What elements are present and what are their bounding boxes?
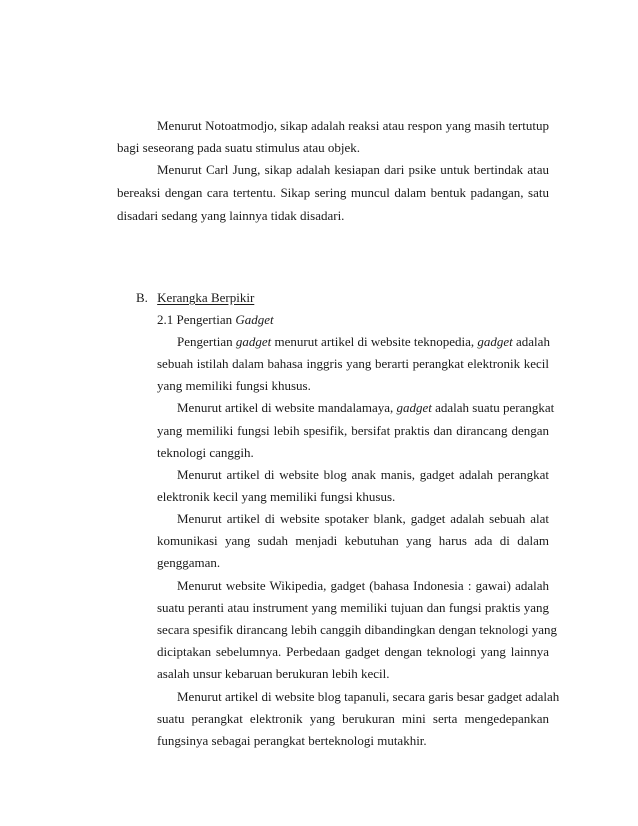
paragraph-tapanuli-line-1: Menurut artikel di website blog tapanuli, secara garis besar gadget adalah <box>177 689 560 704</box>
paragraph-spotaker-line-1: Menurut artikel di website spotaker blank, gadget adalah sebuah alat <box>177 511 549 526</box>
paragraph-mandalamaya-line-1 <box>177 400 555 416</box>
text-segment: Menurut artikel di website mandalamaya, <box>177 400 394 415</box>
paragraph-wikipedia-line-1: Menurut website Wikipedia, gadget (bahasa Indonesia : gawai) adalah <box>177 578 549 593</box>
paragraph-carl-jung-line-1: Menurut Carl Jung, sikap adalah kesiapan dari psike untuk bertindak atau <box>157 162 549 177</box>
text-segment: adalah <box>516 334 550 349</box>
paragraph-anak-manis-line-1: Menurut artikel di website blog anak manis, gadget adalah perangkat <box>177 467 549 482</box>
paragraph-carl-jung-line-3: disadari sedang yang lainnya tidak disadari. <box>117 208 345 223</box>
paragraph-wikipedia-line-2: suatu peranti atau instrument yang memiliki tujuan dan fungsi praktis yang <box>157 600 549 615</box>
paragraph-wikipedia-line-4: diciptakan sebelumnya. Perbedaan gadget dengan teknologi yang lainnya <box>157 644 549 659</box>
paragraph-teknopedia-line-2: sebuah istilah dalam bahasa inggris yang berarti perangkat elektronik kecil <box>157 356 549 371</box>
section-b-title: Kerangka Berpikir <box>157 290 255 305</box>
text-segment: Pengertian <box>177 334 233 349</box>
subsection-number: 2.1 Pengertian <box>157 312 233 327</box>
paragraph-carl-jung-line-2: bereaksi dengan cara tertentu. Sikap sering muncul dalam bentuk padangan, satu <box>117 185 549 200</box>
paragraph-tapanuli-line-2: suatu perangkat elektronik yang berukuran mini serta mengedepankan <box>157 711 549 726</box>
italic-term: gadget <box>235 334 272 349</box>
paragraph-notoatmodjo-line-2: bagi seseorang pada suatu stimulus atau objek. <box>117 140 360 155</box>
italic-term: gadget <box>477 334 513 349</box>
section-b-marker: B. <box>136 290 148 305</box>
text-segment: adalah suatu perangkat <box>435 400 555 415</box>
section-b-heading <box>136 290 254 306</box>
paragraph-wikipedia-line-3: secara spesifik dirancang lebih canggih dibandingkan dengan teknologi yang <box>157 622 557 637</box>
italic-term: gadget <box>396 400 432 415</box>
paragraph-wikipedia-line-5: asalah unsur kebaruan berukuran lebih kecil. <box>157 666 390 681</box>
subsection-heading <box>157 312 274 328</box>
paragraph-mandalamaya-line-2: yang memiliki fungsi lebih spesifik, bersifat praktis dan dirancang dengan <box>157 423 549 438</box>
paragraph-tapanuli-line-3: fungsinya sebagai perangkat berteknologi mutakhir. <box>157 733 427 748</box>
paragraph-anak-manis-line-2: elektronik kecil yang memiliki fungsi khusus. <box>157 489 396 504</box>
paragraph-mandalamaya-line-3: teknologi canggih. <box>157 445 254 460</box>
paragraph-teknopedia-line-1 <box>177 334 549 350</box>
paragraph-notoatmodjo-line-1: Menurut Notoatmodjo, sikap adalah reaksi atau respon yang masih tertutup <box>157 118 549 133</box>
paragraph-spotaker-line-3: genggaman. <box>157 555 221 570</box>
paragraph-teknopedia-line-3: yang memiliki fungsi khusus. <box>157 378 311 393</box>
subsection-term: Gadget <box>235 312 274 327</box>
paragraph-spotaker-line-2: komunikasi yang sudah menjadi kebutuhan yang harus ada di dalam <box>157 533 549 548</box>
text-segment: menurut artikel di website teknopedia, <box>274 334 475 349</box>
